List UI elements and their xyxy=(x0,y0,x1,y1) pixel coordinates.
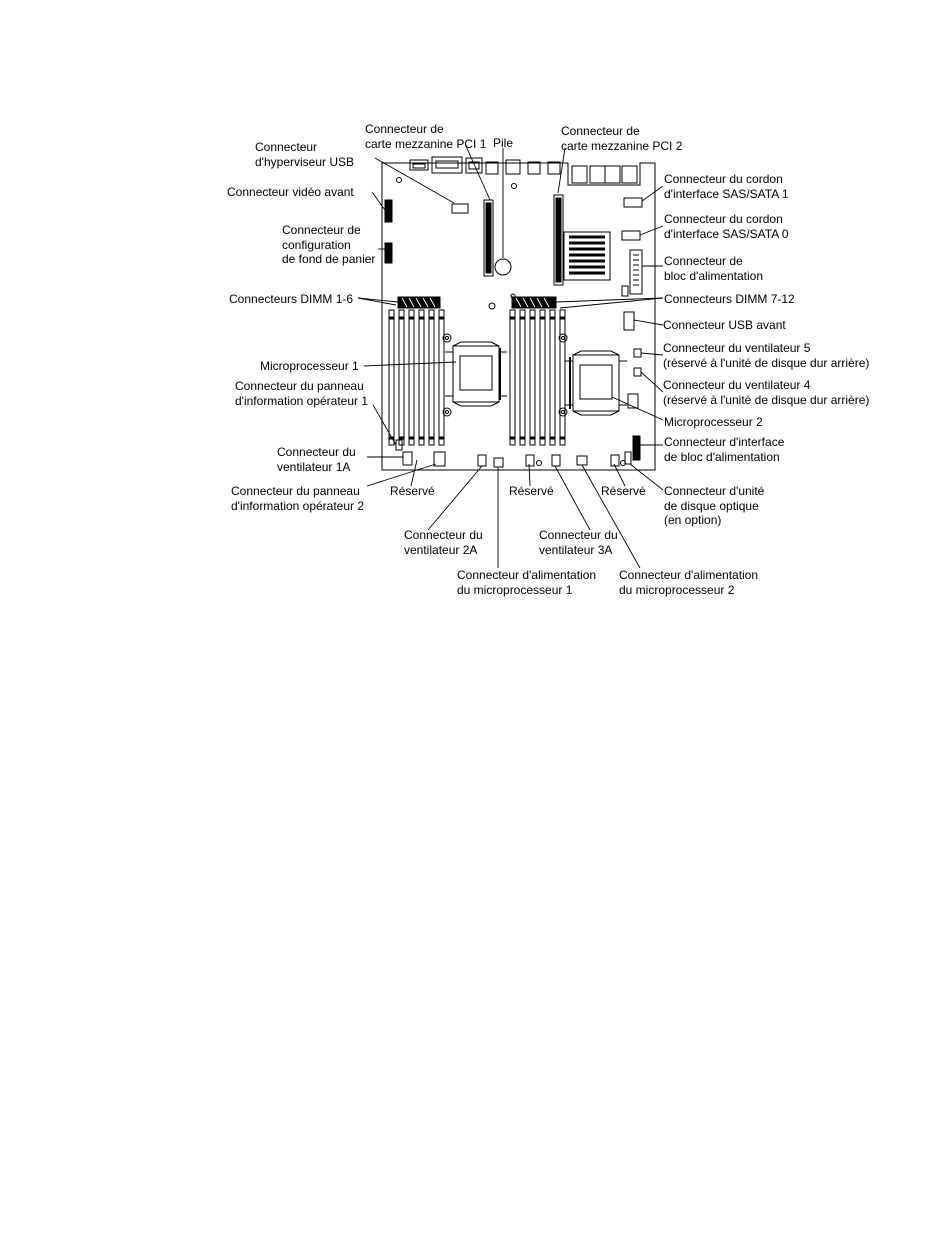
label-cpu1: Microprocesseur 1 xyxy=(260,359,359,373)
label-battery: Pile xyxy=(493,136,514,150)
label-dimm-7-12: Connecteurs DIMM 7-12 xyxy=(664,292,795,306)
label-cpu2-power: Connecteur d'alimentation du microprocesseur 2 xyxy=(619,568,759,597)
label-pci2: Connecteur de carte mezzanine PCI 2 xyxy=(561,124,683,153)
battery xyxy=(495,259,511,275)
label-fan3a: Connecteur du ventilateur 3A xyxy=(539,528,618,557)
label-operator-panel-1: Connecteur du panneau d'information opérateur 1 xyxy=(235,379,369,408)
cpu2-socket xyxy=(565,351,627,415)
chipset-heatsink xyxy=(564,232,610,280)
label-fan1a: Connecteur du ventilateur 1A xyxy=(277,445,356,474)
psu-interface-connector xyxy=(633,436,640,460)
sas-sata-0-connector xyxy=(622,231,640,240)
label-dimm-1-6: Connecteurs DIMM 1-6 xyxy=(229,292,354,306)
mounting-holes xyxy=(397,178,626,466)
sas-sata-1-connector xyxy=(624,198,642,207)
front-video-connector xyxy=(385,200,392,222)
front-usb-connector xyxy=(624,312,634,330)
fan3a-connector xyxy=(526,455,534,466)
label-cpu2: Microprocesseur 2 xyxy=(664,415,763,429)
fan1a-connector xyxy=(403,452,412,465)
cpu1-socket xyxy=(445,342,507,406)
label-fan2a: Connecteur du ventilateur 2A xyxy=(404,528,483,557)
backplane-config-connector xyxy=(385,243,392,263)
label-reserved-2: Réservé xyxy=(509,484,554,498)
label-psu-interface: Connecteur d'interface de bloc d'alimentation xyxy=(664,435,785,464)
label-operator-panel-2: Connecteur du panneau d'information opérateur 2 xyxy=(231,484,365,513)
psu-connector xyxy=(630,250,642,294)
label-reserved-1: Réservé xyxy=(390,484,435,498)
label-cpu1-power: Connecteur d'alimentation du microprocesseur 1 xyxy=(457,568,597,597)
cpu1-power-connector xyxy=(494,458,503,467)
fan2a-connector xyxy=(478,455,486,466)
dimm-slots-7-12 xyxy=(510,297,565,445)
diagram-title xyxy=(0,0,1,1)
label-usb-hypervisor: Connecteur d'hyperviseur USB xyxy=(255,140,354,169)
label-reserved-3: Réservé xyxy=(601,484,646,498)
label-fan4: Connecteur du ventilateur 4 (réservé à l'unité de disque dur arrière) xyxy=(663,378,870,407)
label-sas1: Connecteur du cordon d'interface SAS/SATA 1 xyxy=(664,172,789,201)
label-pci1: Connecteur de carte mezzanine PCI 1 xyxy=(365,122,487,151)
cpu2-power-connector xyxy=(577,456,587,465)
label-backplane-config: Connecteur de configuration de fond de panier xyxy=(282,223,376,266)
dimm-slots-1-6 xyxy=(389,297,444,445)
label-sas0: Connecteur du cordon d'interface SAS/SATA 0 xyxy=(664,212,789,241)
fan4-connector xyxy=(634,368,641,376)
system-board xyxy=(382,157,655,470)
label-front-usb: Connecteur USB avant xyxy=(663,318,786,332)
label-fan5: Connecteur du ventilateur 5 (réservé à l'unité de disque dur arrière) xyxy=(663,341,870,370)
label-front-video: Connecteur vidéo avant xyxy=(227,185,354,199)
label-optical: Connecteur d'unité de disque optique (en option) xyxy=(664,484,765,527)
rear-io-connectors xyxy=(410,157,637,183)
usb-hypervisor-connector xyxy=(452,204,468,213)
fan5-connector xyxy=(634,349,641,357)
label-psu: Connecteur de bloc d'alimentation xyxy=(664,254,764,283)
